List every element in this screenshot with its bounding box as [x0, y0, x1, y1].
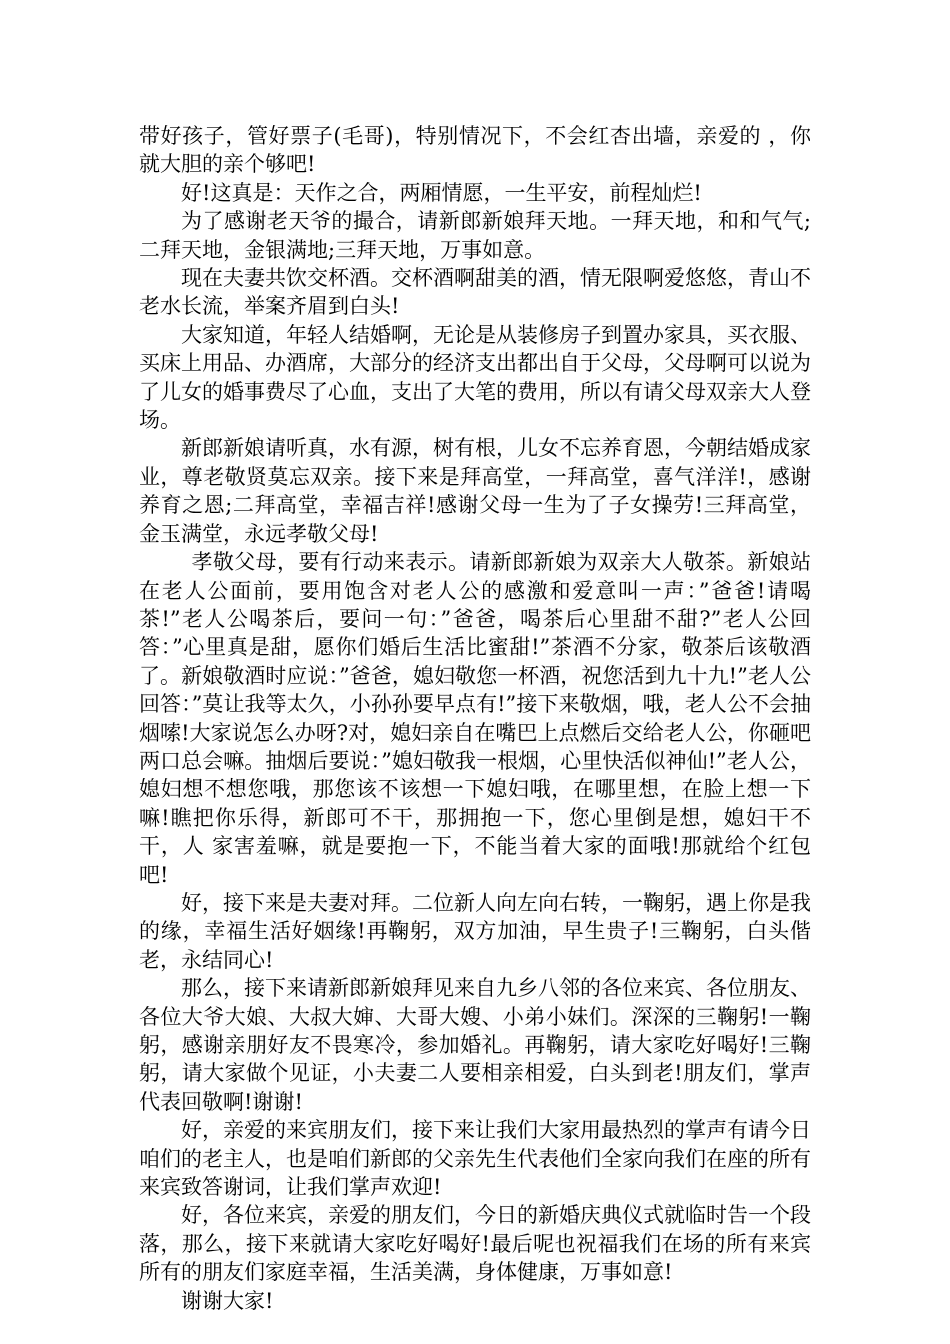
paragraph-thanks: 谢谢大家! [181, 1288, 274, 1313]
paragraph-dasci-intro: 好，亲爱的来宾朋友们，接下来让我们大家用最热烈的掌声有请今日咱们的老主人，也是咱们新郎的父亲先生代表他们全家向我们在座的所有来宾致答谢词，让我们掌声欢迎! [139, 1118, 811, 1200]
paragraph-parents-cost: 大家知道，年轻人结婚啊，无论是从装修房子到置办家具，买衣服、买床上用品、办酒席，大部分的经济支出都出自于父母，父母啊可以说为了儿女的婚事费尽了心血，支出了大笔的费用，所以有请父母双亲大人登场。 [139, 322, 811, 433]
paragraph-bai-tiandi: 为了感谢老天爷的撮合，请新郎新娘拜天地。一拜天地，和和气气;二拜天地，金银满地;三拜天地，万事如意。 [139, 209, 811, 262]
paragraph-bai-laibin: 那么，接下来请新郎新娘拜见来自九乡八邻的各位来宾、各位朋友、各位大爷大娘、大叔大婶、大哥大嫂、小弟小妹们。深深的三鞠躬!一鞠躬，感谢亲朋好友不畏寒冷，参加婚礼。再鞠躬，请大家吃好喝好!三鞠躬，请大家做个见证，小夫妻二人要相亲相爱，白头到老!朋友们，掌声代表回敬啊!谢谢! [139, 976, 811, 1114]
document-body [139, 122, 811, 1315]
paragraph-closing: 好，各位来宾，亲爱的朋友们，今日的新婚庆典仪式就临时告一个段落，那么，接下来就请大家吃好喝好!最后呢也祝福我们在场的所有来宾所有的朋友们家庭幸福，生活美满，身体健康，万事如意! [139, 1203, 811, 1285]
paragraph-bai-gaotang: 新郎新娘请听真，水有源，树有根，儿女不忘养育恩，今朝结婚成家业，尊老敬贤莫忘双亲。接下来是拜高堂，一拜高堂，喜气洋洋!，感谢养育之恩;二拜高堂，幸福吉祥!感谢父母一生为了子女操劳!三拜高堂，金玉满堂，永远孝敬父母! [139, 436, 811, 546]
paragraph-tianzuo: 好!这真是：天作之合，两厢情愿，一生平安，前程灿烂! [181, 180, 702, 205]
paragraph-continuation: 带好孩子，管好票子(毛哥)，特别情况下，不会红杏出墙，亲爱的 ，你就大胆的亲个够吧! [139, 124, 811, 177]
paragraph-jiaobeijiu: 现在夫妻共饮交杯酒。交杯酒啊甜美的酒，情无限啊爱悠悠，青山不老水长流，举案齐眉到白头! [139, 266, 811, 319]
paragraph-fuqi-duibai: 好，接下来是夫妻对拜。二位新人向左向右转，一鞠躬，遇上你是我的缘，幸福生活好姻缘!再鞠躬，双方加油，早生贵子!三鞠躬，白头偕老，永结同心! [139, 890, 811, 972]
paragraph-jingcha: 孝敬父母，要有行动来表示。请新郎新娘为双亲大人敬茶。新娘站在老人公面前，要用饱含对老人公的感激和爱意叫一声：”爸爸!请喝茶!”老人公喝茶后，要问一句：”爸爸，喝茶后心里甜不甜?”老人公回答：”心里真是甜，愿你们婚后生活比蜜甜!”茶酒不分家，敬茶后该敬酒了。新娘敬酒时应说：”爸爸，媳妇敬您一杯酒，祝您活到九十九!”老人公回答：”莫让我等太久，小孙孙要早点有!”接下来敬烟，哦，老人公不会抽烟嗦!大家说怎么办呀?对，媳妇亲自在嘴巴上点燃后交给老人公，你砸吧两口总会嘛。抽烟后要说：”媳妇敬我一根烟，心里快活似神仙!”老人公，媳妇想不想您哦，那您该不该想一下媳妇哦，在哪里想，在脸上想一下嘛!瞧把你乐得，新郎可不干，那拥抱一下，您心里倒是想，媳妇干不干，人 家害羞嘛，就是要抱一下，不能当着大家的面哦!那就给个红包吧! [139, 550, 811, 887]
